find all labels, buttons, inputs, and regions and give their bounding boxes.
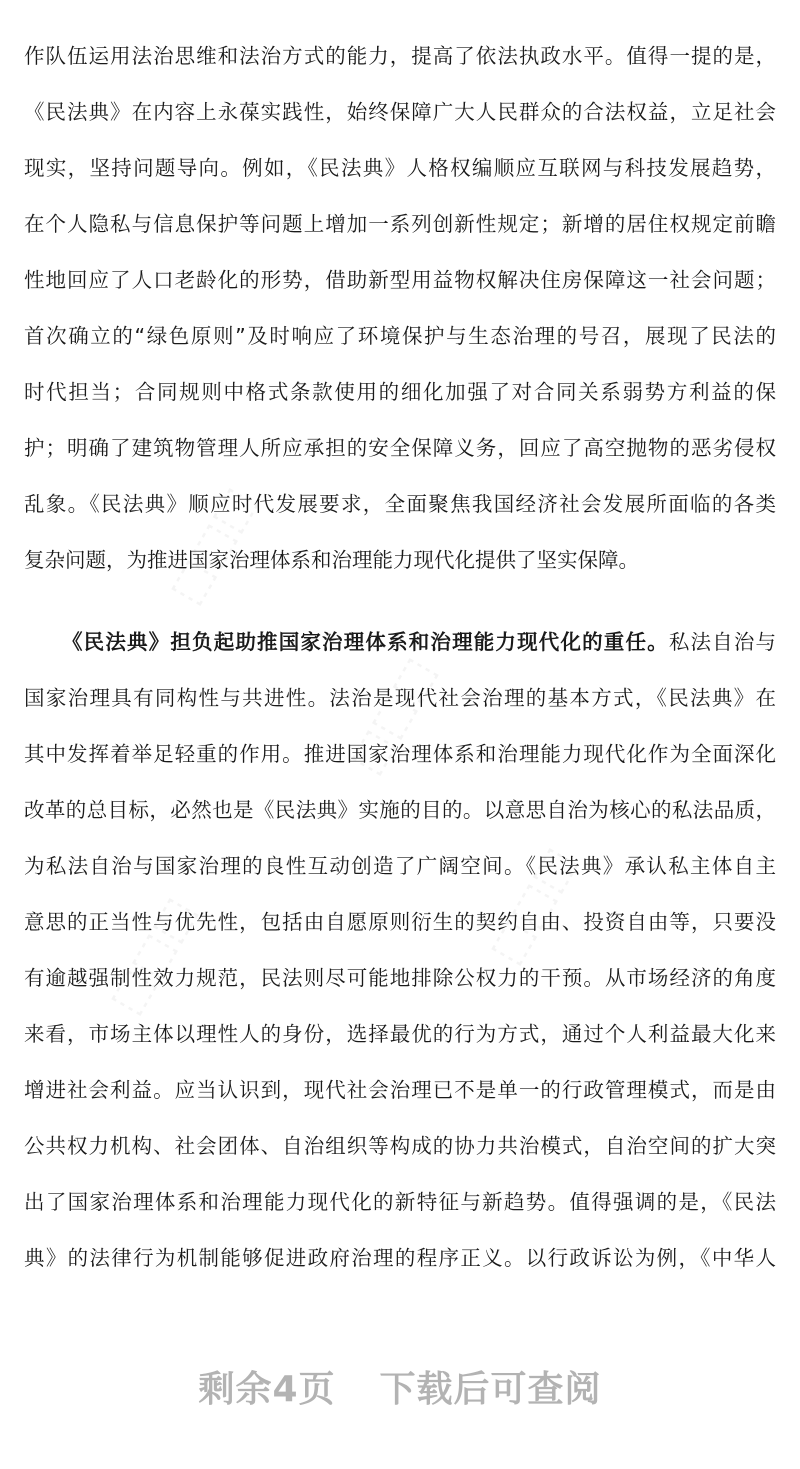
paragraph-2-line: 其中发挥着举足轻重的作用。推进国家治理体系和治理能力现代化作为全面深化	[24, 742, 776, 766]
watermark: ⬚⬚⬚	[479, 838, 586, 973]
download-banner[interactable]	[0, 1360, 800, 1420]
paragraph-2-first-line	[24, 624, 776, 660]
paragraph-1-line: 在个人隐私与信息保护等问题上增加一系列创新性规定；新增的居住权规定前瞻	[24, 212, 776, 236]
paragraph-1-line: 现实，坚持问题导向。例如，《民法典》人格权编顺应互联网与科技发展趋势，	[24, 156, 776, 180]
watermark: ⬚⬚⬚	[99, 888, 206, 1023]
paragraph-2-line: 为私法自治与国家治理的良性互动创造了广阔空间。《民法典》承认私主体自主	[24, 854, 776, 878]
paragraph-2-line: 典》的法律行为机制能够促进政府治理的程序正义。以行政诉讼为例，《中华人	[24, 1246, 776, 1270]
remaining-pages-text: 剩余4页	[198, 1369, 336, 1410]
paragraph-2-line: 意思的正当性与优先性，包括由自愿原则衍生的契约自由、投资自由等，只要没	[24, 910, 776, 934]
download-to-view-text: 下载后可查阅	[379, 1369, 602, 1410]
paragraph-2-line: 增进社会利益。应当认识到，现代社会治理已不是单一的行政管理模式，而是由	[24, 1078, 776, 1102]
paragraph-2-line: 改革的总目标，必然也是《民法典》实施的目的。以意思自治为核心的私法品质，	[24, 798, 776, 822]
paragraph-2-line: 出了国家治理体系和治理能力现代化的新特征与新趋势。值得强调的是，《民法	[24, 1190, 776, 1214]
paragraph-1-line: 作队伍运用法治思维和法治方式的能力，提高了依法执政水平。值得一提的是，	[24, 44, 776, 68]
paragraph-2-first-line-text: 私法自治与	[668, 630, 776, 654]
watermark: ⬚⬚⬚	[339, 648, 446, 783]
paragraph-2-line: 来看，市场主体以理性人的身份，选择最优的行为方式，通过个人利益最大化来	[24, 1022, 776, 1046]
paragraph-2-line: 公共权力机构、社会团体、自治组织等构成的协力共治模式，自治空间的扩大突	[24, 1134, 776, 1158]
paragraph-2-heading: 《民法典》担负起助推国家治理体系和治理能力现代化的重任。	[62, 630, 669, 654]
paragraph-1-line: 性地回应了人口老龄化的形势，借助新型用益物权解决住房保障这一社会问题；	[24, 268, 776, 292]
paragraph-2-line: 有逾越强制性效力规范，民法则尽可能地排除公权力的干预。从市场经济的角度	[24, 966, 776, 990]
paragraph-1-line: 乱象。《民法典》顺应时代发展要求，全面聚焦我国经济社会发展所面临的各类	[24, 492, 776, 516]
paragraph-1-line: 《民法典》在内容上永葆实践性，始终保障广大人民群众的合法权益，立足社会	[24, 100, 776, 124]
paragraph-1-line: 护；明确了建筑物管理人所应承担的安全保障义务，回应了高空抛物的恶劣侵权	[24, 436, 776, 460]
paragraph-1-line: 时代担当；合同规则中格式条款使用的细化加强了对合同关系弱势方利益的保	[24, 380, 776, 404]
watermark: ⬚⬚⬚	[159, 478, 266, 613]
paragraph-2-line: 国家治理具有同构性与共进性。法治是现代社会治理的基本方式，《民法典》在	[24, 686, 776, 710]
paragraph-1-line: 复杂问题，为推进国家治理体系和治理能力现代化提供了坚实保障。	[24, 548, 639, 572]
paragraph-1-line: 首次确立的“绿色原则”及时响应了环境保护与生态治理的号召，展现了民法的	[24, 324, 776, 348]
